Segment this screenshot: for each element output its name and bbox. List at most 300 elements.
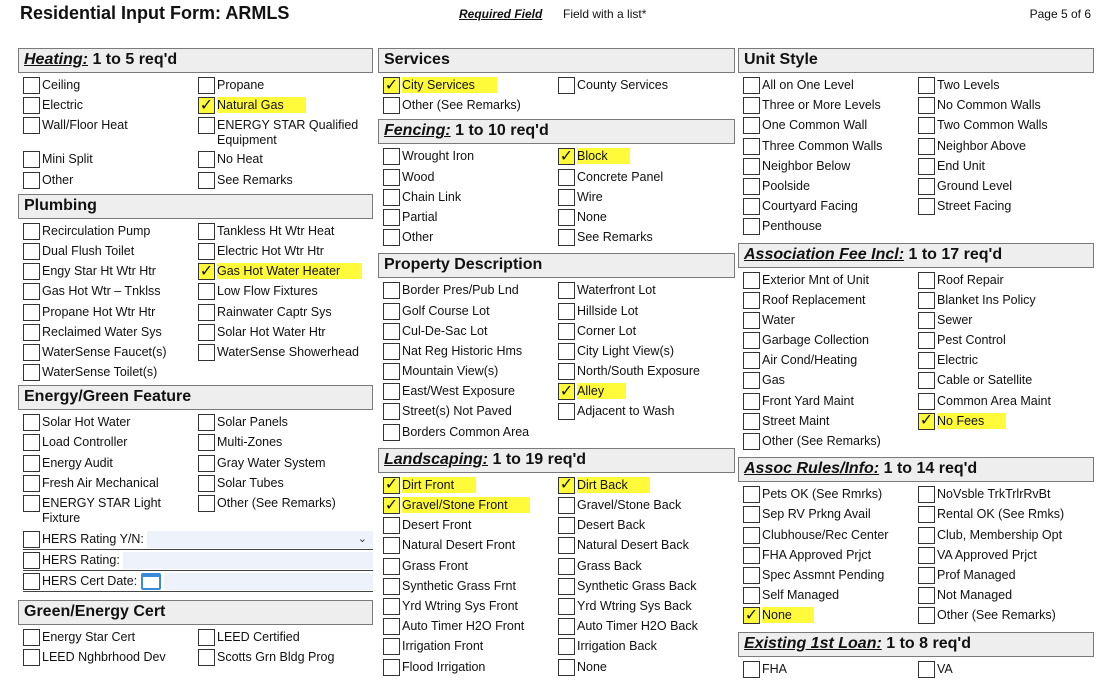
checkbox[interactable]	[23, 263, 40, 280]
section-title: Association Fee Incl:	[744, 245, 905, 263]
checkbox[interactable]	[558, 189, 575, 206]
checked-checkbox[interactable]	[743, 607, 760, 624]
checkbox-option[interactable]	[23, 283, 198, 303]
checkbox[interactable]	[558, 638, 575, 655]
hers-rating-field[interactable]	[23, 550, 373, 571]
checkbox-option[interactable]	[198, 434, 378, 454]
checkbox[interactable]	[918, 198, 935, 215]
checkbox[interactable]	[198, 475, 215, 492]
checkbox[interactable]	[918, 607, 935, 624]
checkbox[interactable]	[558, 363, 575, 380]
checkbox-option[interactable]	[23, 414, 198, 434]
checkbox-option[interactable]	[198, 223, 378, 243]
checkbox[interactable]	[558, 209, 575, 226]
checkbox[interactable]	[23, 495, 40, 512]
checkbox-option[interactable]	[383, 497, 558, 517]
checkbox[interactable]	[918, 506, 935, 523]
checkbox-option[interactable]	[23, 172, 198, 192]
checkbox-option[interactable]	[918, 312, 1097, 332]
checkbox-option[interactable]	[743, 393, 918, 413]
checkbox-option[interactable]	[383, 148, 558, 168]
option-label: Golf Course Lot	[402, 303, 490, 318]
checkbox[interactable]	[918, 661, 935, 678]
checkbox-option[interactable]	[743, 158, 918, 178]
option-label: Scotts Grn Bldg Prog	[217, 650, 335, 665]
checkbox-option[interactable]	[198, 77, 373, 97]
checked-checkbox[interactable]	[558, 148, 575, 165]
checkbox-option[interactable]	[198, 97, 373, 117]
checkbox-option[interactable]	[198, 324, 378, 344]
checkbox[interactable]	[743, 587, 760, 604]
checkbox-option[interactable]	[23, 243, 198, 263]
checkbox[interactable]	[743, 158, 760, 175]
checkbox[interactable]	[743, 97, 760, 114]
checkbox-option[interactable]	[743, 587, 918, 607]
section-title: Assoc Rules/Info:	[744, 460, 880, 478]
checkbox[interactable]	[918, 332, 935, 349]
checkbox[interactable]	[383, 578, 400, 595]
checkbox[interactable]	[23, 344, 40, 361]
checkbox[interactable]	[918, 352, 935, 369]
checkbox-option[interactable]	[743, 607, 918, 627]
checkbox-option[interactable]	[743, 352, 918, 372]
checkbox-option[interactable]	[383, 598, 558, 618]
checkbox-option[interactable]	[198, 475, 378, 495]
checkbox-option[interactable]	[558, 598, 738, 618]
checkbox[interactable]	[743, 218, 760, 235]
checkbox[interactable]	[558, 659, 575, 676]
checkbox[interactable]	[918, 117, 935, 134]
checkbox-option[interactable]	[558, 477, 738, 497]
checkbox-option[interactable]	[918, 393, 1097, 413]
checkbox[interactable]	[23, 434, 40, 451]
checkbox[interactable]	[23, 243, 40, 260]
checkbox-option[interactable]	[198, 283, 378, 303]
checkbox-option[interactable]	[743, 198, 918, 218]
checkbox-option[interactable]	[383, 517, 558, 537]
checkbox[interactable]	[743, 547, 760, 564]
checkbox-option[interactable]	[743, 218, 918, 238]
checkbox-option[interactable]	[743, 272, 918, 292]
checkbox[interactable]	[383, 169, 400, 186]
checkbox-option[interactable]	[198, 243, 378, 263]
checkbox-option[interactable]	[918, 486, 1097, 506]
checkbox[interactable]	[383, 537, 400, 554]
checkbox[interactable]	[383, 303, 400, 320]
checkbox-option[interactable]	[558, 383, 738, 403]
option-label: Gas	[762, 373, 785, 388]
checkbox-option[interactable]	[918, 272, 1097, 292]
checkbox-option[interactable]	[558, 638, 738, 658]
section-plumbing-header	[18, 194, 373, 219]
checkbox-option[interactable]	[918, 158, 1097, 178]
checkbox[interactable]	[558, 537, 575, 554]
checkbox-option[interactable]	[198, 304, 378, 324]
checkbox[interactable]	[743, 433, 760, 450]
checkbox-option[interactable]	[918, 506, 1097, 526]
checkbox-option[interactable]	[23, 495, 198, 529]
checkbox-option[interactable]	[383, 424, 558, 444]
checkbox[interactable]	[23, 552, 40, 569]
checkbox-option[interactable]	[743, 77, 918, 97]
checkbox[interactable]	[918, 486, 935, 503]
checkbox-option[interactable]	[743, 178, 918, 198]
checkbox[interactable]	[918, 138, 935, 155]
checkbox[interactable]	[918, 547, 935, 564]
checkbox[interactable]	[743, 661, 760, 678]
hers-rating-yn-select[interactable]	[147, 531, 373, 548]
checkbox[interactable]	[383, 229, 400, 246]
checkbox-option[interactable]	[383, 169, 558, 189]
option-label: Exterior Mnt of Unit	[762, 272, 869, 287]
checkbox[interactable]	[558, 282, 575, 299]
checkbox[interactable]	[918, 567, 935, 584]
checkbox[interactable]	[918, 97, 935, 114]
checkbox-option[interactable]	[383, 77, 558, 97]
checkbox[interactable]	[383, 363, 400, 380]
checkbox-option[interactable]	[558, 169, 738, 189]
checkbox[interactable]	[918, 393, 935, 410]
checkbox-option[interactable]	[743, 332, 918, 352]
checkbox[interactable]	[743, 117, 760, 134]
checkbox-option[interactable]	[198, 344, 378, 364]
checkbox-option[interactable]	[23, 434, 198, 454]
checkbox-option[interactable]	[918, 77, 1097, 97]
checkbox-option[interactable]	[558, 363, 738, 383]
checkbox-option[interactable]	[918, 178, 1097, 198]
checkbox-option[interactable]	[198, 151, 373, 171]
hers-rating-yn-field[interactable]	[23, 529, 373, 550]
hers-cert-date-input[interactable]	[164, 573, 373, 590]
checkbox-option[interactable]	[743, 413, 918, 433]
checkbox[interactable]	[558, 403, 575, 420]
checkbox-option[interactable]	[743, 292, 918, 312]
checkbox-option[interactable]	[558, 659, 738, 679]
checkbox[interactable]	[23, 414, 40, 431]
section-req: 1 to 17 req'd	[908, 245, 1003, 263]
checkbox[interactable]	[198, 283, 215, 300]
checkbox-option[interactable]	[383, 189, 558, 209]
checkbox[interactable]	[918, 158, 935, 175]
checkbox-option[interactable]	[743, 97, 918, 117]
checkbox-option[interactable]	[383, 229, 558, 249]
checkbox[interactable]	[23, 455, 40, 472]
checkbox[interactable]	[383, 517, 400, 534]
checkbox-option[interactable]	[198, 414, 378, 434]
checkbox-option[interactable]	[558, 189, 738, 209]
checkbox-option[interactable]	[383, 537, 558, 557]
checkbox[interactable]	[23, 77, 40, 94]
checkbox-option[interactable]	[23, 629, 198, 649]
checkbox[interactable]	[23, 531, 40, 548]
checkbox[interactable]	[383, 659, 400, 676]
checkbox[interactable]	[743, 272, 760, 289]
section-assoc-fee-header	[738, 243, 1094, 268]
checkbox-option[interactable]	[743, 486, 918, 506]
checkbox-option[interactable]	[918, 413, 1097, 433]
checkbox[interactable]	[743, 413, 760, 430]
checkbox-option[interactable]	[558, 517, 738, 537]
checkbox[interactable]	[743, 138, 760, 155]
checkbox-option[interactable]	[558, 578, 738, 598]
checkbox[interactable]	[383, 403, 400, 420]
checkbox-option[interactable]	[743, 567, 918, 587]
checkbox[interactable]	[198, 324, 215, 341]
option-label: ENERGY STAR Light Fixture	[42, 496, 162, 525]
checkbox[interactable]	[198, 455, 215, 472]
list-field-legend: Field with a list*	[563, 7, 647, 21]
checkbox-option[interactable]	[383, 638, 558, 658]
checkbox[interactable]	[558, 303, 575, 320]
checkbox[interactable]	[198, 649, 215, 666]
checkbox[interactable]	[198, 77, 215, 94]
checkbox-option[interactable]	[558, 343, 738, 363]
checkbox[interactable]	[383, 638, 400, 655]
hers-cert-date-field[interactable]	[23, 571, 373, 592]
checkbox-option[interactable]	[918, 198, 1097, 218]
checkbox-option[interactable]	[918, 527, 1097, 547]
checked-checkbox[interactable]	[383, 477, 400, 494]
option-label: No Heat	[217, 152, 263, 167]
checkbox[interactable]	[918, 178, 935, 195]
hers-rating-input[interactable]	[123, 552, 373, 569]
checkbox-option[interactable]	[558, 497, 738, 517]
checkbox-option[interactable]	[918, 587, 1097, 607]
checkbox-option[interactable]	[383, 659, 558, 679]
checkbox[interactable]	[198, 243, 215, 260]
checkbox[interactable]	[383, 148, 400, 165]
checkbox-option[interactable]	[198, 649, 378, 669]
checkbox-option[interactable]	[383, 477, 558, 497]
checkbox-option[interactable]	[383, 558, 558, 578]
checkbox-option[interactable]	[918, 567, 1097, 587]
checkbox-option[interactable]	[383, 363, 558, 383]
checkbox-option[interactable]	[23, 77, 198, 97]
checkbox[interactable]	[383, 598, 400, 615]
checkbox[interactable]	[743, 312, 760, 329]
checkbox-option[interactable]	[198, 495, 378, 529]
checkbox-option[interactable]	[743, 527, 918, 547]
checkbox[interactable]	[918, 587, 935, 604]
checkbox-option[interactable]	[558, 323, 738, 343]
checkbox[interactable]	[918, 372, 935, 389]
checkbox-option[interactable]	[23, 455, 198, 475]
checkbox[interactable]	[383, 424, 400, 441]
checkbox-option[interactable]	[558, 77, 738, 97]
checkbox-option[interactable]	[743, 312, 918, 332]
checkbox[interactable]	[198, 223, 215, 240]
checkbox-option[interactable]	[23, 649, 198, 669]
checkbox-option[interactable]	[558, 282, 738, 302]
checkbox[interactable]	[558, 343, 575, 360]
checkbox-option[interactable]	[743, 506, 918, 526]
checkbox-option[interactable]	[918, 138, 1097, 158]
checkbox-option[interactable]	[198, 455, 378, 475]
checkbox[interactable]	[383, 618, 400, 635]
checked-checkbox[interactable]	[558, 477, 575, 494]
checkbox[interactable]	[23, 649, 40, 666]
checkbox-option[interactable]	[198, 172, 373, 192]
checkbox-option[interactable]	[23, 97, 198, 117]
checkbox[interactable]	[918, 527, 935, 544]
checkbox-option[interactable]	[743, 433, 918, 453]
checkbox[interactable]	[23, 475, 40, 492]
checkbox-option[interactable]	[383, 343, 558, 363]
checkbox-option[interactable]	[23, 344, 198, 364]
checkbox[interactable]	[558, 598, 575, 615]
checkbox[interactable]	[558, 323, 575, 340]
checkbox[interactable]	[383, 282, 400, 299]
checkbox[interactable]	[743, 198, 760, 215]
checkbox-option[interactable]	[918, 292, 1097, 312]
checkbox-option[interactable]	[743, 547, 918, 567]
checkbox[interactable]	[558, 169, 575, 186]
checkmark-icon: ✓	[199, 262, 214, 280]
checkbox[interactable]	[198, 151, 215, 168]
checkbox[interactable]	[558, 229, 575, 246]
checkbox-option[interactable]	[198, 263, 378, 283]
checkbox-option[interactable]	[198, 117, 373, 151]
checkbox[interactable]	[198, 495, 215, 512]
checkbox[interactable]	[558, 578, 575, 595]
checkbox[interactable]	[743, 567, 760, 584]
checked-checkbox[interactable]	[383, 77, 400, 94]
checkbox-option[interactable]	[918, 332, 1097, 352]
checked-checkbox[interactable]	[198, 97, 215, 114]
checkbox[interactable]	[743, 178, 760, 195]
checkbox-option[interactable]	[918, 117, 1097, 137]
checkbox[interactable]	[558, 77, 575, 94]
checkbox-option[interactable]	[198, 629, 378, 649]
checkbox-option[interactable]	[23, 475, 198, 495]
checkbox[interactable]	[198, 344, 215, 361]
checkbox[interactable]	[743, 352, 760, 369]
checkbox[interactable]	[198, 434, 215, 451]
checkbox[interactable]	[918, 312, 935, 329]
checkmark-icon: ✓	[919, 412, 934, 430]
option-label: Electric	[937, 353, 978, 368]
checkbox[interactable]	[198, 304, 215, 321]
checkbox-option[interactable]	[383, 282, 558, 302]
checkbox[interactable]	[558, 558, 575, 575]
checkbox-option[interactable]	[918, 97, 1097, 117]
checkbox[interactable]	[383, 97, 400, 114]
checkbox-option[interactable]	[558, 148, 738, 168]
checked-checkbox[interactable]	[383, 497, 400, 514]
checkbox[interactable]	[198, 629, 215, 646]
checkbox[interactable]	[23, 97, 40, 114]
checkbox-option[interactable]	[383, 323, 558, 343]
checkbox[interactable]	[23, 324, 40, 341]
checkbox-option[interactable]	[743, 138, 918, 158]
option-label: Not Managed	[937, 588, 1013, 603]
checkbox-option[interactable]	[918, 661, 1097, 681]
checkbox-option[interactable]	[558, 537, 738, 557]
checkbox[interactable]	[23, 172, 40, 189]
checkbox[interactable]	[383, 558, 400, 575]
checkbox-option[interactable]	[558, 558, 738, 578]
checkbox-option[interactable]	[23, 364, 198, 384]
section-req: 1 to 5 req'd	[92, 51, 178, 68]
checkbox[interactable]	[743, 292, 760, 309]
column-right	[738, 46, 1094, 681]
checkbox-option[interactable]	[558, 229, 738, 249]
checkbox-option[interactable]	[383, 383, 558, 403]
checked-checkbox[interactable]	[918, 413, 935, 430]
checkbox-option[interactable]	[918, 547, 1097, 567]
checkbox-option[interactable]	[23, 223, 198, 243]
checkbox[interactable]	[383, 323, 400, 340]
checkbox-option[interactable]	[743, 661, 918, 681]
checkbox[interactable]	[743, 393, 760, 410]
checked-checkbox[interactable]	[558, 383, 575, 400]
checkbox[interactable]	[23, 629, 40, 646]
checkbox[interactable]	[198, 414, 215, 431]
checkbox-option[interactable]	[558, 209, 738, 229]
checkbox[interactable]	[383, 383, 400, 400]
checkbox-option[interactable]	[558, 403, 738, 423]
checkbox[interactable]	[743, 506, 760, 523]
checkbox[interactable]	[23, 573, 40, 590]
checkbox[interactable]	[558, 497, 575, 514]
checkbox[interactable]	[383, 343, 400, 360]
checkbox-option[interactable]	[383, 403, 558, 423]
checked-checkbox[interactable]	[198, 263, 215, 280]
checkbox[interactable]	[198, 117, 215, 134]
checkbox[interactable]	[383, 189, 400, 206]
checkbox[interactable]	[918, 272, 935, 289]
checkbox-option[interactable]	[383, 303, 558, 323]
option-label: Chain Link	[402, 189, 462, 204]
checkbox-option[interactable]	[23, 151, 198, 171]
checkbox[interactable]	[23, 223, 40, 240]
checkbox-option[interactable]	[743, 372, 918, 392]
checkbox-option[interactable]	[743, 117, 918, 137]
checkbox[interactable]	[743, 77, 760, 94]
checkbox-option[interactable]	[558, 303, 738, 323]
checkbox[interactable]	[918, 292, 935, 309]
checkbox[interactable]	[743, 372, 760, 389]
checkbox-option[interactable]	[383, 578, 558, 598]
checkbox[interactable]	[918, 77, 935, 94]
checkbox-option[interactable]	[23, 304, 198, 324]
checkbox[interactable]	[558, 618, 575, 635]
checkbox[interactable]	[23, 364, 40, 381]
checkbox-option[interactable]	[918, 352, 1097, 372]
checkbox[interactable]	[743, 332, 760, 349]
checkbox-option[interactable]	[23, 117, 198, 151]
checkbox-option[interactable]	[23, 324, 198, 344]
calendar-icon[interactable]	[141, 573, 161, 590]
checkbox-option[interactable]	[23, 263, 198, 283]
checkbox-option[interactable]	[918, 372, 1097, 392]
checkbox[interactable]	[558, 517, 575, 534]
checkbox[interactable]	[743, 527, 760, 544]
checkbox[interactable]	[23, 304, 40, 321]
checkbox[interactable]	[743, 486, 760, 503]
checkbox-option[interactable]	[383, 618, 558, 638]
checkbox-option[interactable]	[918, 607, 1097, 627]
checkbox[interactable]	[23, 117, 40, 134]
checkbox[interactable]	[383, 209, 400, 226]
required-field-legend: Required Field	[459, 7, 543, 21]
checkbox[interactable]	[23, 283, 40, 300]
checkbox-option[interactable]	[383, 97, 558, 117]
checkbox[interactable]	[23, 151, 40, 168]
checkbox-option[interactable]	[383, 209, 558, 229]
checkbox[interactable]	[198, 172, 215, 189]
checkbox-option[interactable]	[558, 618, 738, 638]
